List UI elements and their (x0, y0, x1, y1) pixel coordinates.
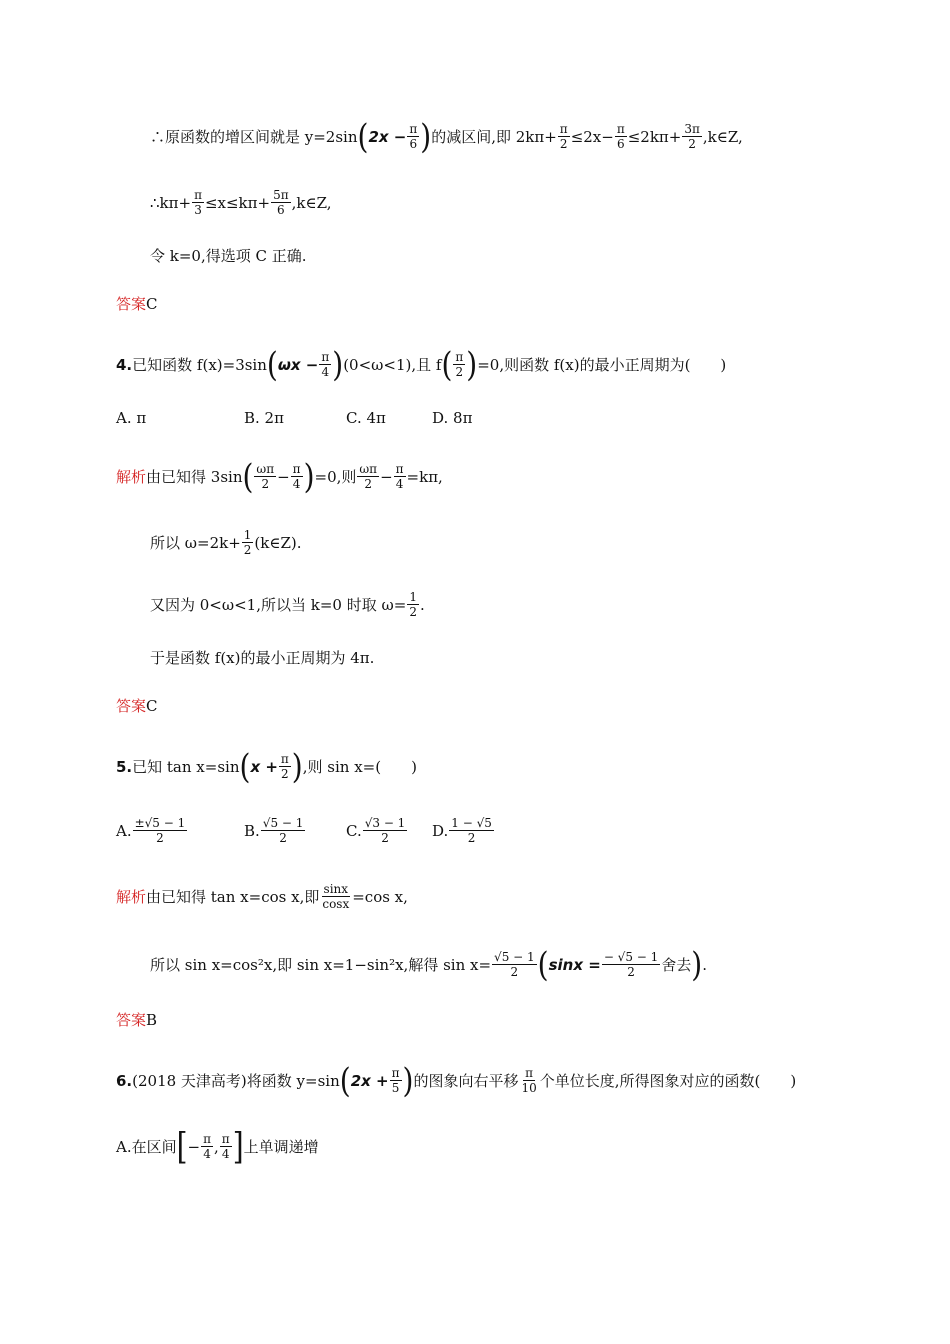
solution-line-1 (150, 116, 743, 156)
fraction: $\frac{\pi}{4}$ (292, 462, 301, 491)
fraction: $\frac{\pi}{2}$ (559, 122, 568, 151)
solution-5-line-1 (116, 882, 408, 911)
text: 已知 tan x=sin (132, 757, 240, 776)
fraction: $\frac{\pi}{2}$ (280, 752, 289, 781)
paren-left: ( (266, 344, 278, 384)
paren-left: ( (357, 116, 369, 156)
fraction: $\frac{\sin x}{\cos x}$ (322, 882, 350, 911)
fraction: $\frac{5\pi}{6}$ (273, 188, 289, 217)
answer-label: 答案 (116, 295, 147, 313)
fraction: $\frac{1}{2}$ (243, 528, 252, 557)
option-b: B. $\frac{√5 - 1}{2}$ (244, 816, 304, 845)
fraction: $\frac{\pi}{6}$ (616, 122, 625, 151)
text: A.在区间 (116, 1137, 177, 1156)
fraction: $\frac{3\pi}{2}$ (684, 122, 700, 151)
math-expr: 2x + (350, 1071, 389, 1090)
text: 所以 ω=2k+ (150, 533, 241, 552)
paren-left: ( (537, 944, 549, 984)
option-a (116, 1124, 319, 1168)
paren-right: ) (291, 746, 303, 786)
text: ∴kπ+ (150, 193, 192, 212)
text: − (277, 467, 290, 486)
solution-label: 解析 (116, 467, 147, 486)
fraction: $\frac{1}{2}$ (409, 590, 417, 619)
text: ∴原函数的增区间就是 y=2sin (150, 127, 358, 146)
text: =cos x, (352, 887, 408, 906)
fraction: $\frac{\pi}{4}$ (221, 1132, 230, 1161)
bracket-left: [ (176, 1124, 188, 1168)
bracket-right: ] (232, 1124, 244, 1168)
text: (0<ω<1),且 f (343, 355, 442, 374)
answer-label: 答案 (116, 697, 147, 715)
answer-value: C (146, 295, 158, 313)
text: 个单位长度,所得图象对应的函数( ) (539, 1071, 797, 1090)
solution-5-line-2 (150, 944, 708, 984)
text: ≤2kπ+ (627, 127, 682, 146)
text: ≤x≤kπ+ (204, 193, 271, 212)
math-expr: ωx − (277, 355, 319, 374)
paren-right: ) (420, 116, 432, 156)
question-number: 5. (116, 757, 133, 776)
text: , (214, 1137, 219, 1156)
text: 由已知得 3sin (146, 467, 243, 486)
fraction: $\frac{\pi}{4}$ (203, 1132, 212, 1161)
question-4 (116, 344, 727, 384)
fraction: $\frac{\pi}{3}$ (194, 188, 202, 217)
solution-4-line-1 (116, 456, 443, 496)
solution-4-line-3 (150, 590, 425, 619)
text: 舍去 (661, 955, 692, 974)
math-expr: 2x − (368, 127, 407, 146)
text: 的图象向右平移 (413, 1071, 519, 1090)
fraction: $\frac{\pi}{4}$ (395, 462, 404, 491)
paren-left: ( (242, 456, 254, 496)
solution-line-2 (150, 188, 332, 217)
text: . (419, 595, 425, 614)
fraction: $\frac{\omega\pi}{2}$ (256, 462, 275, 491)
option-c: C. 4π (346, 409, 386, 427)
fraction: $\frac{\pi}{6}$ (409, 122, 418, 151)
option-d: D. 8π (432, 409, 473, 427)
text: 上单调递增 (243, 1137, 319, 1156)
text: 又因为 0<ω<1,所以当 k=0 时取 ω= (150, 595, 407, 614)
text: 已知函数 f(x)=3sin (132, 355, 267, 374)
paren-right: ) (691, 944, 703, 984)
answer-label: 答案 (116, 1011, 147, 1029)
solution-line-3 (150, 244, 307, 268)
paren-left: ( (339, 1060, 351, 1100)
text: ,则 sin x=( ) (302, 757, 417, 776)
answer-4 (116, 694, 158, 718)
question-number: 4. (116, 355, 133, 374)
paren-left: ( (239, 746, 251, 786)
fraction: $\frac{\pi}{4}$ (321, 350, 330, 379)
fraction: $\frac{√5 - 1}{2}$ (494, 950, 535, 979)
text: =0,则 (314, 467, 357, 486)
text: . (702, 955, 708, 974)
answer-value: C (146, 697, 158, 715)
question-5 (116, 746, 417, 786)
text: (k∈Z). (254, 533, 302, 552)
text: =0,则函数 f(x)的最小正周期为( ) (477, 355, 727, 374)
paren-right: ) (466, 344, 478, 384)
fraction: $\frac{\pi}{5}$ (391, 1066, 400, 1095)
text: 由已知得 tan x=cos x,即 (146, 887, 320, 906)
option-a: A. $\frac{\pm√5 - 1}{2}$ (116, 816, 186, 845)
solution-label: 解析 (116, 887, 147, 906)
option-b: B. 2π (244, 409, 284, 427)
question-6 (116, 1060, 797, 1100)
question-number: 6. (116, 1071, 133, 1090)
text: − (187, 1137, 201, 1156)
answer-value: B (146, 1011, 158, 1029)
paren-right: ) (303, 456, 315, 496)
solution-4-line-2 (150, 528, 302, 557)
text: =kπ, (406, 467, 443, 486)
text: ,k∈Z, (702, 127, 743, 146)
text: (2018 天津高考)将函数 y=sin (132, 1071, 340, 1090)
solution-4-line-4 (150, 646, 374, 670)
fraction: $\frac{\omega\pi}{2}$ (359, 462, 378, 491)
option-c: C. $\frac{√3 - 1}{2}$ (346, 816, 406, 845)
fraction: $\frac{\pi}{10}$ (521, 1066, 537, 1095)
paren-right: ) (402, 1060, 414, 1100)
text: 的减区间,即 2kπ+ (431, 127, 557, 146)
option-d: D. $\frac{1 - √5}{2}$ (432, 816, 492, 845)
fraction: $\frac{\pi}{2}$ (455, 350, 464, 379)
text: 于是函数 f(x)的最小正周期为 4π. (150, 649, 375, 667)
answer-3 (116, 292, 158, 316)
text: ,k∈Z, (291, 193, 332, 212)
paren-left: ( (441, 344, 453, 384)
option-a: A. π (116, 409, 147, 427)
math-expr: x + (250, 757, 278, 776)
math-expr: sinx = (548, 955, 601, 974)
answer-5 (116, 1008, 157, 1032)
text: − (380, 467, 393, 486)
fraction: $\frac{- √5 - 1}{2}$ (603, 950, 659, 979)
text: 所以 sin x=cos²x,即 sin x=1−sin²x,解得 sin x= (150, 955, 492, 974)
text: ≤2x− (570, 127, 614, 146)
paren-right: ) (332, 344, 344, 384)
text: 令 k=0,得选项 C 正确. (150, 247, 307, 265)
